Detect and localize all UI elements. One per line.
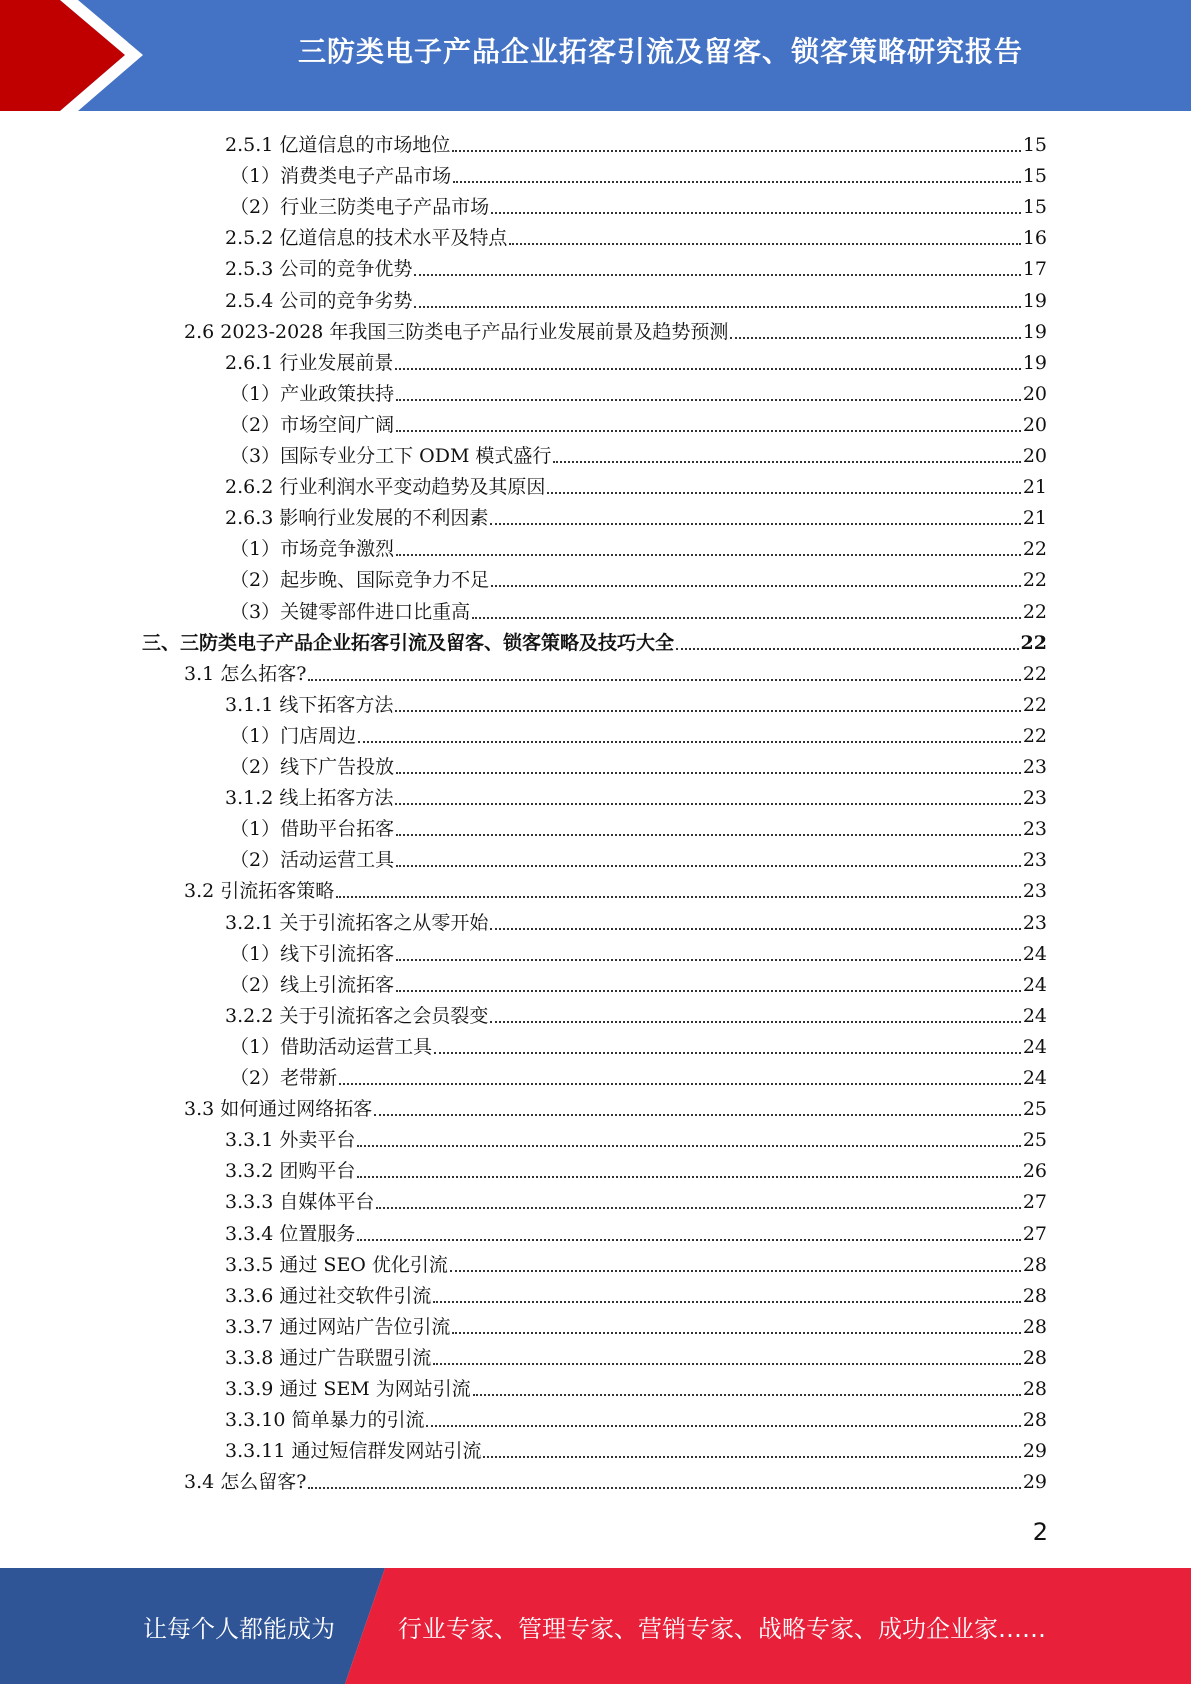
- toc-entry-page: 15: [1022, 134, 1047, 156]
- toc-dot-leader: [396, 554, 1021, 556]
- toc-entry-label: 3.3.9 通过 SEM 为网站引流: [225, 1378, 471, 1400]
- page-header: [0, 0, 1191, 111]
- toc-entry-label: 3.3.4 位置服务: [225, 1223, 356, 1245]
- toc-dot-leader: [308, 1487, 1020, 1489]
- toc-entry-page: 22: [1022, 663, 1047, 685]
- toc-entry-label: 3.3.5 通过 SEO 优化引流: [225, 1254, 448, 1276]
- toc-entry-page: 29: [1022, 1440, 1047, 1462]
- toc-entry-label: 3.4 怎么留客?: [184, 1471, 307, 1493]
- toc-entry[interactable]: [230, 967, 1047, 998]
- toc-entry[interactable]: [230, 1029, 1047, 1060]
- toc-entry-page: 24: [1022, 943, 1047, 965]
- toc-dot-leader: [395, 803, 1020, 805]
- toc-entry[interactable]: [225, 500, 1047, 531]
- toc-entry[interactable]: [225, 1340, 1047, 1371]
- toc-entry-label: （3）关键零部件进口比重高: [230, 601, 471, 623]
- toc-entry-page: 23: [1022, 849, 1047, 871]
- toc-entry-label: 3.1 怎么拓客?: [184, 663, 307, 685]
- toc-entry-page: 21: [1022, 476, 1047, 498]
- toc-entry-label: （1）产业政策扶持: [230, 383, 395, 405]
- footer-slogan-left: 让每个人都能成为: [143, 1614, 335, 1643]
- toc-dot-leader: [490, 928, 1020, 930]
- header-arrow-decoration: [0, 0, 160, 111]
- toc-entry[interactable]: [225, 1402, 1047, 1433]
- toc-entry-label: （2）行业三防类电子产品市场: [230, 196, 490, 218]
- toc-entry-page: 22: [1022, 694, 1047, 716]
- toc-dot-leader: [730, 337, 1020, 339]
- toc-entry-label: （1）门店周边: [230, 725, 357, 747]
- toc-dot-leader: [396, 865, 1021, 867]
- toc-entry[interactable]: [225, 1278, 1047, 1309]
- toc-entry-label: 3.2 引流拓客策略: [184, 880, 335, 902]
- toc-entry-label: （3）国际专业分工下 ODM 模式盛行: [230, 445, 552, 467]
- toc-dot-leader: [396, 959, 1021, 961]
- toc-dot-leader: [472, 617, 1021, 619]
- toc-entry[interactable]: [225, 345, 1047, 376]
- toc-entry-label: 3.3.7 通过网站广告位引流: [225, 1316, 451, 1338]
- toc-entry-label: 2.5.4 公司的竞争劣势: [225, 290, 413, 312]
- toc-entry-page: 28: [1022, 1378, 1047, 1400]
- toc-entry-label: （2）老带新: [230, 1067, 338, 1089]
- toc-dot-leader: [491, 585, 1021, 587]
- toc-dot-leader: [490, 1021, 1020, 1023]
- toc-entry-page: 27: [1022, 1191, 1047, 1213]
- toc-entry-label: 2.6 2023-2028 年我国三防类电子产品行业发展前景及趋势预测: [184, 321, 729, 343]
- toc-entry[interactable]: [230, 1060, 1047, 1091]
- toc-dot-leader: [395, 368, 1020, 370]
- toc-dot-leader: [553, 461, 1020, 463]
- toc-entry[interactable]: [230, 594, 1047, 625]
- toc-entry[interactable]: [184, 873, 1047, 904]
- toc-entry-page: 25: [1022, 1129, 1047, 1151]
- toc-entry-page: 22: [1022, 538, 1047, 560]
- toc-entry-label: 3.1.1 线下拓客方法: [225, 694, 394, 716]
- toc-entry-label: （2）线下广告投放: [230, 756, 395, 778]
- toc-dot-leader: [374, 1114, 1021, 1116]
- toc-dot-leader: [396, 399, 1021, 401]
- toc-entry-label: 3.3.8 通过广告联盟引流: [225, 1347, 432, 1369]
- toc-entry[interactable]: [230, 936, 1047, 967]
- toc-entry[interactable]: [225, 127, 1047, 158]
- toc-dot-leader: [358, 741, 1021, 743]
- toc-entry-page: 22: [1020, 632, 1047, 654]
- toc-entry-label: 2.6.3 影响行业发展的不利因素: [225, 507, 489, 529]
- toc-entry[interactable]: [225, 469, 1047, 500]
- toc-dot-leader: [452, 1332, 1020, 1334]
- toc-entry[interactable]: [225, 251, 1047, 282]
- toc-dot-leader: [547, 492, 1020, 494]
- toc-entry-page: 23: [1022, 756, 1047, 778]
- toc-entry-page: 27: [1022, 1223, 1047, 1245]
- toc-entry[interactable]: [230, 718, 1047, 749]
- toc-dot-leader: [357, 1239, 1020, 1241]
- toc-entry-page: 24: [1022, 1005, 1047, 1027]
- toc-entry[interactable]: [225, 1247, 1047, 1278]
- toc-entry-page: 15: [1022, 165, 1047, 187]
- toc-entry-label: 2.5.2 亿道信息的技术水平及特点: [225, 227, 508, 249]
- toc-entry-page: 15: [1022, 196, 1047, 218]
- toc-entry-page: 29: [1022, 1471, 1047, 1493]
- toc-entry[interactable]: [230, 531, 1047, 562]
- toc-entry-label: 2.5.1 亿道信息的市场地位: [225, 134, 451, 156]
- toc-entry-page: 19: [1022, 290, 1047, 312]
- toc-entry[interactable]: [225, 283, 1047, 314]
- page-footer: [0, 1568, 1191, 1684]
- toc-entry-page: 21: [1022, 507, 1047, 529]
- toc-entry[interactable]: [230, 562, 1047, 593]
- toc-entry[interactable]: [225, 1371, 1047, 1402]
- toc-entry-page: 16: [1022, 227, 1047, 249]
- toc-entry-page: 28: [1022, 1254, 1047, 1276]
- toc-entry-page: 22: [1022, 569, 1047, 591]
- toc-entry[interactable]: [230, 158, 1047, 189]
- toc-entry[interactable]: [225, 1309, 1047, 1340]
- toc-entry[interactable]: [230, 189, 1047, 220]
- toc-dot-leader: [357, 1145, 1020, 1147]
- toc-entry-page: 24: [1022, 1067, 1047, 1089]
- toc-dot-leader: [376, 1207, 1020, 1209]
- toc-entry-page: 17: [1022, 258, 1047, 280]
- toc-entry-label: 3.3.1 外卖平台: [225, 1129, 356, 1151]
- toc-entry-label: 3.3.6 通过社交软件引流: [225, 1285, 432, 1307]
- toc-entry[interactable]: [184, 314, 1047, 345]
- toc-entry-label: （2）起步晚、国际竞争力不足: [230, 569, 490, 591]
- toc-dot-leader: [308, 679, 1020, 681]
- toc-entry[interactable]: [184, 656, 1047, 687]
- toc-dot-leader: [426, 1425, 1020, 1427]
- toc-entry-page: 28: [1022, 1409, 1047, 1431]
- toc-entry-label: 2.5.3 公司的竞争优势: [225, 258, 413, 280]
- toc-entry[interactable]: [230, 842, 1047, 873]
- toc-entry[interactable]: [225, 1184, 1047, 1215]
- toc-dot-leader: [336, 896, 1021, 898]
- toc-entry-label: 3.3.11 通过短信群发网站引流: [225, 1440, 482, 1462]
- toc-entry-label: （1）线下引流拓客: [230, 943, 395, 965]
- toc-dot-leader: [433, 1363, 1020, 1365]
- toc-entry-page: 23: [1022, 880, 1047, 902]
- toc-entry-page: 24: [1022, 974, 1047, 996]
- toc-entry-page: 22: [1022, 725, 1047, 747]
- toc-entry-page: 20: [1022, 414, 1047, 436]
- toc-entry-page: 28: [1022, 1316, 1047, 1338]
- toc-entry[interactable]: [225, 780, 1047, 811]
- toc-entry[interactable]: [225, 687, 1047, 718]
- toc-dot-leader: [396, 990, 1021, 992]
- toc-entry-label: （1）借助平台拓客: [230, 818, 395, 840]
- toc-entry-label: （1）市场竞争激烈: [230, 538, 395, 560]
- report-title: 三防类电子产品企业拓客引流及留客、锁客策略研究报告: [297, 35, 1023, 68]
- toc-entry-label: 3.2.2 关于引流拓客之会员裂变: [225, 1005, 489, 1027]
- toc-entry-label: 2.6.2 行业利润水平变动趋势及其原因: [225, 476, 546, 498]
- toc-dot-leader: [396, 834, 1021, 836]
- toc-dot-leader: [676, 648, 1019, 650]
- toc-entry-label: 3.3.3 自媒体平台: [225, 1191, 375, 1213]
- toc-entry-page: 24: [1022, 1036, 1047, 1058]
- toc-dot-leader: [414, 306, 1020, 308]
- toc-entry[interactable]: [184, 1091, 1047, 1122]
- toc-entry-page: 23: [1022, 818, 1047, 840]
- toc-entry-page: 26: [1022, 1160, 1047, 1182]
- toc-entry-label: （1）借助活动运营工具: [230, 1036, 433, 1058]
- toc-entry-label: 3.1.2 线上拓客方法: [225, 787, 394, 809]
- toc-entry[interactable]: [225, 220, 1047, 251]
- toc-dot-leader: [453, 181, 1021, 183]
- toc-entry[interactable]: [225, 1433, 1047, 1464]
- toc-dot-leader: [395, 710, 1020, 712]
- toc-dot-leader: [396, 772, 1021, 774]
- toc-entry-page: 20: [1022, 445, 1047, 467]
- footer-slogan-right: 行业专家、管理专家、营销专家、战略专家、成功企业家……: [398, 1614, 1046, 1643]
- toc-entry-page: 22: [1022, 601, 1047, 623]
- toc-dot-leader: [434, 1052, 1021, 1054]
- toc-dot-leader: [483, 1456, 1020, 1458]
- toc-entry[interactable]: [230, 407, 1047, 438]
- toc-dot-leader: [452, 150, 1020, 152]
- toc-entry-label: 3.3.2 团购平台: [225, 1160, 356, 1182]
- toc-entry[interactable]: [225, 1122, 1047, 1153]
- toc-entry[interactable]: [230, 438, 1047, 469]
- toc-dot-leader: [339, 1083, 1021, 1085]
- page-number: 2: [1032, 1518, 1048, 1546]
- toc-entry-label: 三、三防类电子产品企业拓客引流及留客、锁客策略及技巧大全: [142, 632, 675, 654]
- toc-entry-label: 3.3.10 简单暴力的引流: [225, 1409, 425, 1431]
- toc-entry-label: （2）活动运营工具: [230, 849, 395, 871]
- toc-entry[interactable]: [225, 998, 1047, 1029]
- toc-dot-leader: [433, 1301, 1020, 1303]
- toc-entry[interactable]: [225, 1153, 1047, 1184]
- toc-dot-leader: [473, 1394, 1021, 1396]
- toc-entry-page: 23: [1022, 912, 1047, 934]
- toc-dot-leader: [491, 212, 1021, 214]
- toc-dot-leader: [450, 1270, 1021, 1272]
- toc-entry-page: 19: [1022, 352, 1047, 374]
- toc-entry-label: （1）消费类电子产品市场: [230, 165, 452, 187]
- toc-entry[interactable]: [230, 376, 1047, 407]
- toc-entry-page: 28: [1022, 1285, 1047, 1307]
- toc-entry-label: 2.6.1 行业发展前景: [225, 352, 394, 374]
- toc-dot-leader: [396, 430, 1021, 432]
- toc-entry-label: （2）线上引流拓客: [230, 974, 395, 996]
- toc-entry[interactable]: [225, 1216, 1047, 1247]
- toc-entry-page: 19: [1022, 321, 1047, 343]
- toc-dot-leader: [414, 274, 1020, 276]
- toc-entry[interactable]: [225, 905, 1047, 936]
- toc-entry[interactable]: [230, 811, 1047, 842]
- toc-entry-label: 3.2.1 关于引流拓客之从零开始: [225, 912, 489, 934]
- toc-entry-label: 3.3 如何通过网络拓客: [184, 1098, 373, 1120]
- toc-entry-page: 28: [1022, 1347, 1047, 1369]
- toc-entry-page: 20: [1022, 383, 1047, 405]
- toc-dot-leader: [509, 243, 1020, 245]
- toc-dot-leader: [490, 523, 1020, 525]
- toc-entry-page: 23: [1022, 787, 1047, 809]
- toc-entry-page: 25: [1022, 1098, 1047, 1120]
- toc-dot-leader: [357, 1176, 1020, 1178]
- toc-entry[interactable]: [184, 1464, 1047, 1495]
- toc-entry[interactable]: [142, 625, 1047, 656]
- toc-entry-label: （2）市场空间广阔: [230, 414, 395, 436]
- toc-entry[interactable]: [230, 749, 1047, 780]
